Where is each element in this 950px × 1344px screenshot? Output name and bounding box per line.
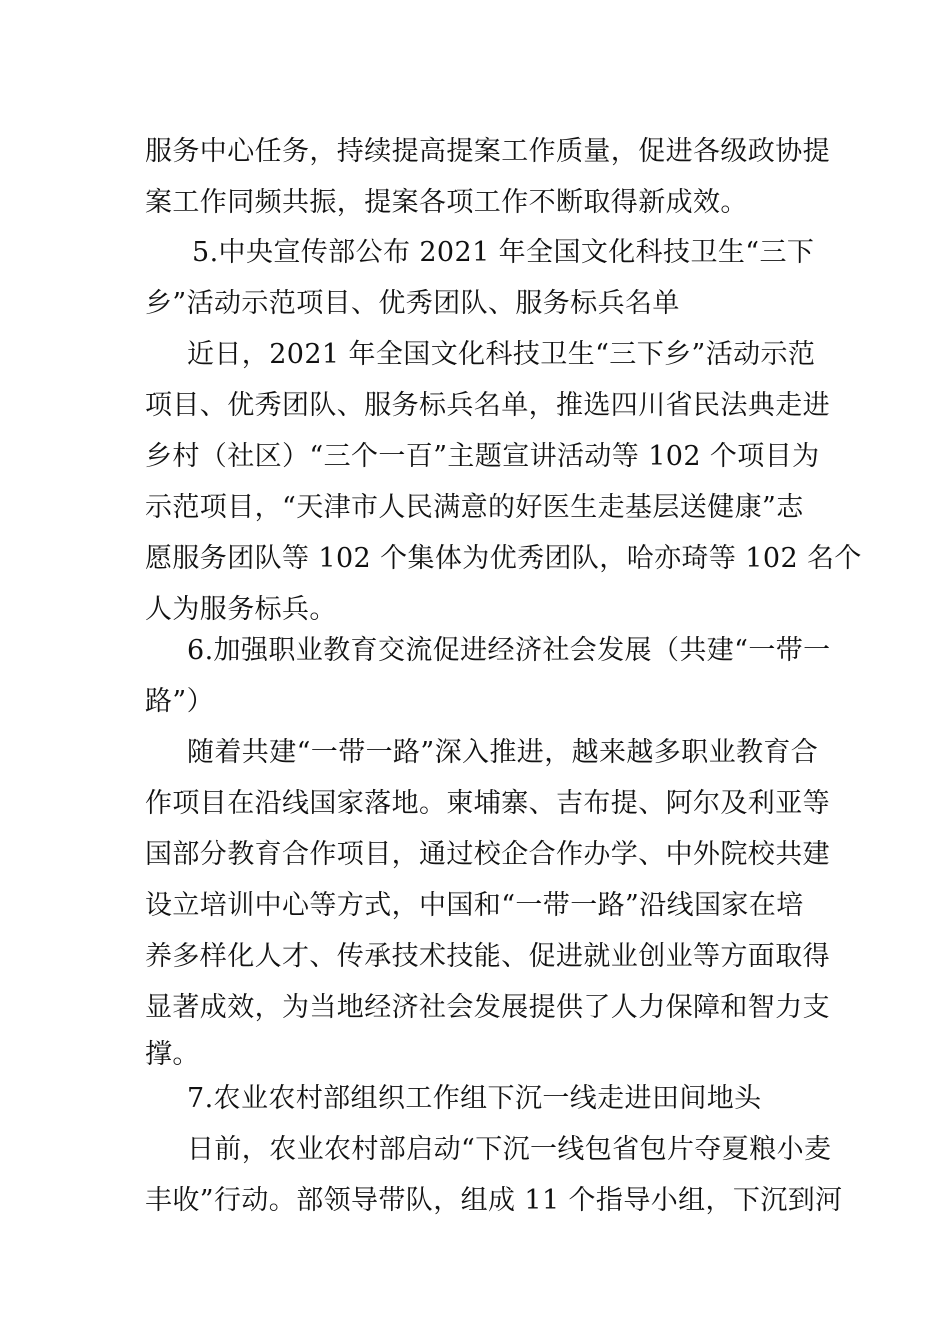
section-heading-7: 7.农业农村部组织工作组下沉一线走进田间地头 (187, 1083, 762, 1114)
paragraph-line: 愿服务团队等 102 个集体为优秀团队，哈亦琦等 102 名个 (145, 543, 862, 574)
paragraph-line: 随着共建“一带一路”深入推进，越来越多职业教育合 (187, 737, 819, 768)
paragraph-line: 日前，农业农村部启动“下沉一线包省包片夺夏粮小麦 (187, 1134, 832, 1165)
paragraph-line: 人为服务标兵。 (145, 594, 337, 625)
paragraph-line: 近日，2021 年全国文化科技卫生“三下乡”活动示范 (187, 339, 816, 370)
paragraph-line: 显著成效，为当地经济社会发展提供了人力保障和智力支 (145, 992, 830, 1023)
paragraph-line: 丰收”行动。部领导带队，组成 11 个指导小组，下沉到河 (145, 1185, 843, 1216)
paragraph-line: 国部分教育合作项目，通过校企合作办学、中外院校共建 (145, 839, 830, 870)
paragraph-line: 乡村（社区）“三个一百”主题宣讲活动等 102 个项目为 (145, 441, 820, 472)
section-heading-5: 5.中央宣传部公布 2021 年全国文化科技卫生“三下 (192, 237, 815, 268)
paragraph-line: 示范项目，“天津市人民满意的好医生走基层送健康”志 (145, 492, 804, 523)
section-heading-5-cont: 乡”活动示范项目、优秀团队、服务标兵名单 (145, 288, 680, 319)
paragraph-line: 养多样化人才、传承技术技能、促进就业创业等方面取得 (145, 941, 830, 972)
paragraph-line: 案工作同频共振，提案各项工作不断取得新成效。 (145, 187, 748, 218)
paragraph-line: 项目、优秀团队、服务标兵名单，推选四川省民法典走进 (145, 390, 830, 421)
section-heading-6: 6.加强职业教育交流促进经济社会发展（共建“一带一 (187, 635, 831, 666)
paragraph-line: 服务中心任务，持续提高提案工作质量，促进各级政协提 (145, 136, 830, 167)
section-heading-6-cont: 路”） (145, 686, 215, 717)
paragraph-line: 撑。 (145, 1039, 200, 1070)
paragraph-line: 设立培训中心等方式，中国和“一带一路”沿线国家在培 (145, 890, 804, 921)
paragraph-line: 作项目在沿线国家落地。柬埔寨、吉布提、阿尔及利亚等 (145, 788, 830, 819)
